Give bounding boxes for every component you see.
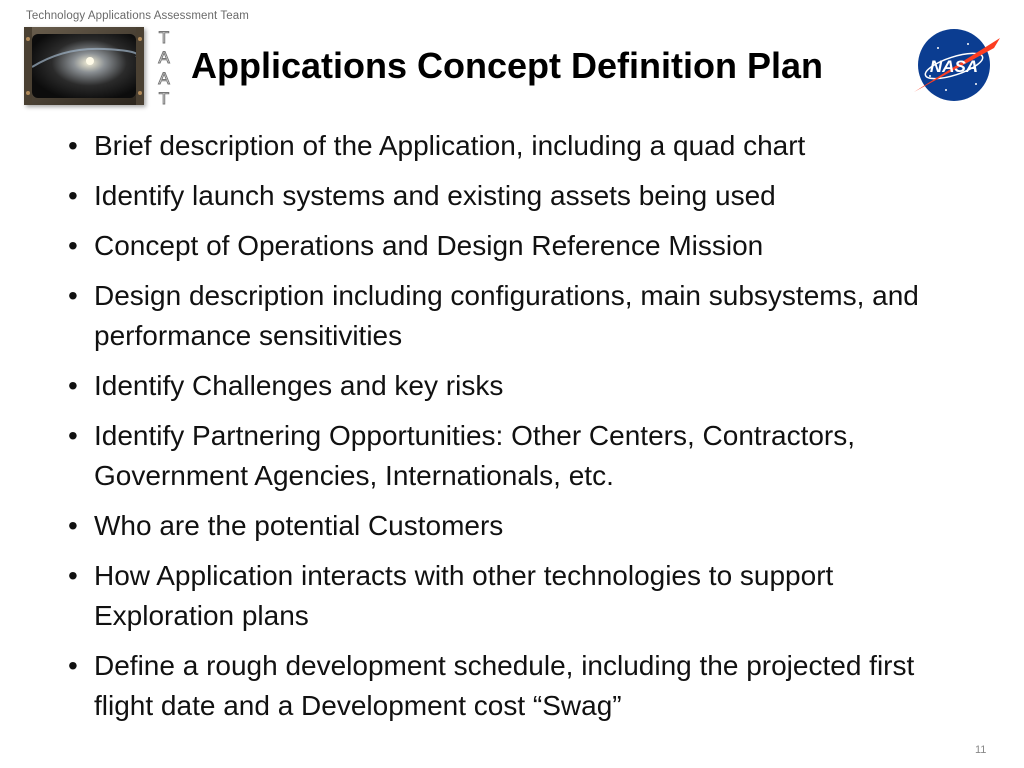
bullet-dot: •: [68, 180, 78, 211]
logo-letter: A: [158, 48, 170, 68]
bullet-text: Design description including configurations, main subsystems, and performance sensitivities: [94, 280, 919, 351]
taat-logo: [24, 27, 180, 107]
page-number: 11: [975, 744, 987, 756]
bullet-item: [68, 506, 968, 546]
bullet-item: [68, 276, 968, 356]
bullet-dot: •: [68, 370, 78, 401]
bullet-dot: •: [68, 230, 78, 261]
bullet-text: Concept of Operations and Design Reference Mission: [94, 230, 764, 261]
taat-logo-letters: [151, 29, 177, 107]
bullet-item: [68, 366, 968, 406]
bullet-text: Identify Partnering Opportunities: Other Centers, Contractors, Government Agencies, Internationals, etc.: [94, 420, 856, 491]
bullet-text: Define a rough development schedule, including the projected first flight date and a Development cost “Swag”: [94, 650, 915, 721]
slide-title: Applications Concept Definition Plan: [191, 45, 824, 86]
nasa-logo-text: NASA: [929, 57, 979, 76]
bullet-list: [68, 126, 968, 736]
bullet-text: How Application interacts with other technologies to support Exploration plans: [94, 560, 834, 631]
bullet-text: Identify launch systems and existing assets being used: [94, 180, 776, 211]
bullet-item: [68, 646, 968, 726]
team-label: Technology Applications Assessment Team: [26, 10, 249, 22]
bullet-dot: •: [68, 560, 78, 591]
bullet-item: [68, 226, 968, 266]
bullet-text: Who are the potential Customers: [94, 510, 504, 541]
logo-letter: T: [158, 88, 170, 108]
bullet-dot: •: [68, 510, 78, 541]
logo-letter: T: [158, 28, 170, 47]
bullet-dot: •: [68, 280, 78, 311]
bullet-dot: •: [68, 130, 78, 161]
bullet-text: Brief description of the Application, including a quad chart: [94, 130, 806, 161]
bullet-item: [68, 556, 968, 636]
logo-letter: A: [158, 68, 170, 88]
bullet-text: Identify Challenges and key risks: [94, 370, 504, 401]
nasa-logo: [910, 26, 1002, 104]
bullet-item: [68, 416, 968, 496]
bullet-item: [68, 126, 968, 166]
bullet-dot: •: [68, 420, 78, 451]
bullet-dot: •: [68, 650, 78, 681]
bullet-item: [68, 176, 968, 216]
taat-logo-image: [24, 27, 144, 105]
